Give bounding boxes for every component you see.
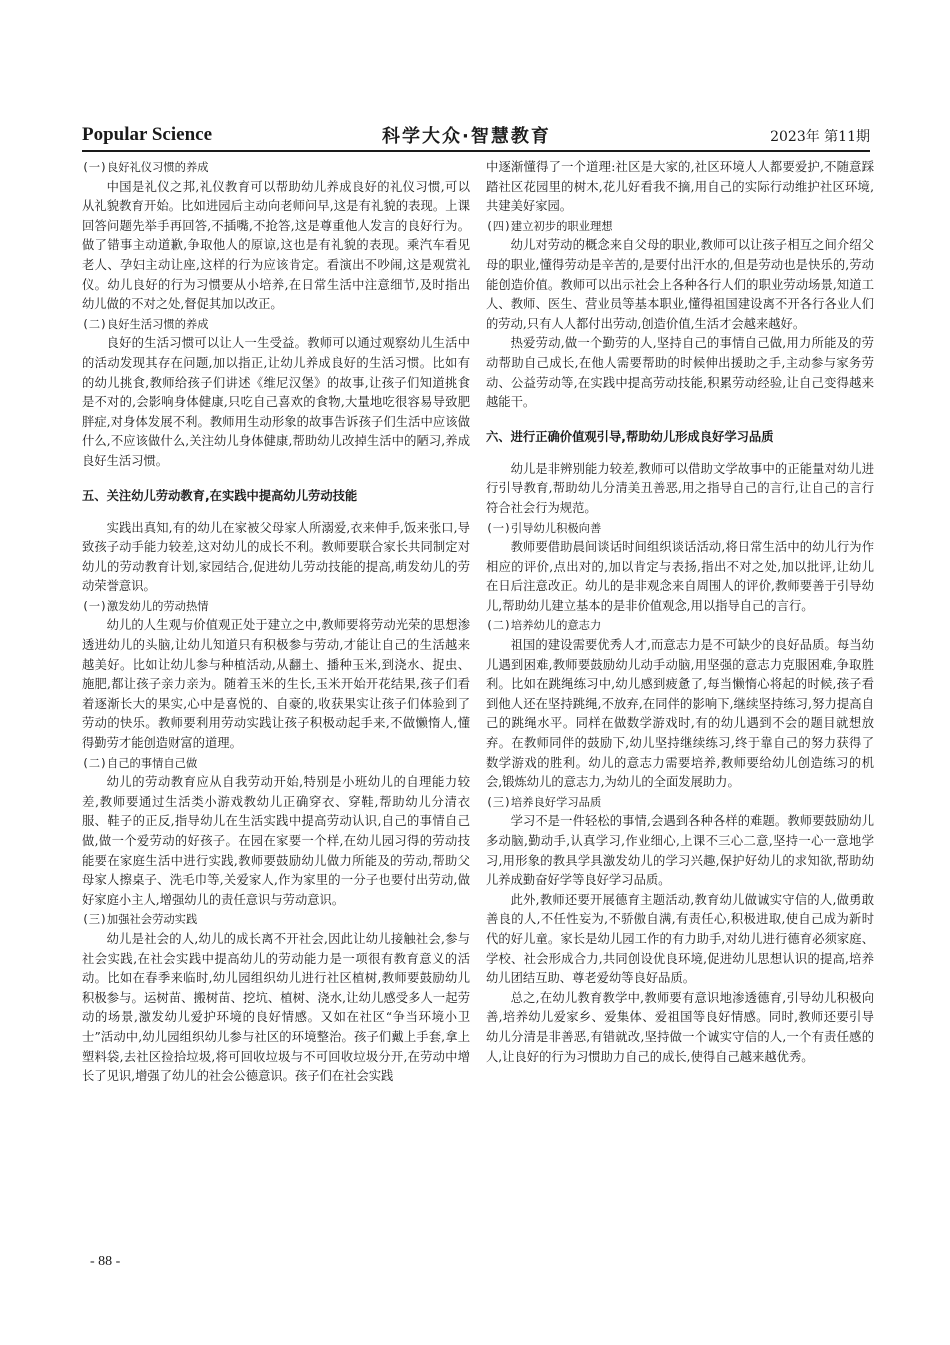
paragraph: 幼儿的劳动教育应从自我劳动开始,特别是小班幼儿的自理能力较差,教师要通过生活类小游戏教幼儿正确穿衣、穿鞋,帮助幼儿分清衣服、鞋子的正反,指导幼儿在生活实践中提高劳动认识,自己的事情自己做,做一个爱劳动的好孩子。在园在家要一个样,在幼儿园习得的劳动技能要在家庭生活中进行实践,教师要鼓励幼儿做力所能及的劳动,帮助父母家人擦桌子、洗毛巾等,关爱家人,作为家里的一分子也要付出劳动,做好家庭小主人,增强幼儿的责任意识与劳动意识。 — [82, 775, 470, 907]
paragraph: 实践出真知,有的幼儿在家被父母家人所溺爱,衣来伸手,饭来张口,导致孩子动手能力较差,这对幼儿的成长不利。教师要联合家长共同制定对幼儿的劳动教育计划,家园结合,促进幼儿劳动技能的提高,萌发幼儿的劳动荣誉意识。 — [82, 520, 470, 594]
subsection-heading: (一)良好礼仪习惯的养成 — [82, 161, 209, 174]
subsection-heading: (三)加强社会劳动实践 — [82, 913, 198, 927]
subsection-heading: (三)培养良好学习品质 — [486, 795, 602, 809]
subsection-heading: (四)建立初步的职业理想 — [486, 219, 613, 233]
paragraph: 热爱劳动,做一个勤劳的人,坚持自己的事情自己做,用力所能及的劳动帮助自己成长,在他人需要帮助的时候伸出援助之手,主动参与家务劳动、公益劳动等,在实践中提高劳动技能,积累劳动经验,让自己变得越来越能干。 — [486, 336, 874, 410]
subsection-heading: (二)培养幼儿的意志力 — [486, 619, 602, 633]
paragraph: 幼儿是社会的人,幼儿的成长离不开社会,因此让幼儿接触社会,参与社会实践,在社会实践中提高幼儿的劳动能力是一项很有教育意义的活动。比如在春季来临时,幼儿园组织幼儿进行社区植树,教师要鼓励幼儿积极参与。运树苗、搬树苗、挖坑、植树、浇水,让幼儿感受多人一起劳动的场景,激发幼儿爱护环境的良好情感。又如在社区“争当环境小卫士”活动中,幼儿园组织幼儿参与社区的环境整治。孩子们戴上手套,拿上塑料袋,去社区捡拾垃圾,将可回收垃圾与不可回收垃圾分开,在劳动中增长了见识,增强了幼儿的社会公德意识。孩子们在社会实践 — [82, 931, 470, 1084]
section-heading: 五、关注幼儿劳动教育,在实践中提高幼儿劳动技能 — [82, 488, 358, 503]
paragraph: 良好的生活习惯可以让人一生受益。教师可以通过观察幼儿生活中的活动发现其存在问题,加以指正,让幼儿养成良好的生活习惯。比如有的幼儿挑食,教师给孩子们讲述《维尼汉堡》的故事,让孩子们知道挑食是不对的,会影响身体健康,只吃自己喜欢的食物,大量地吃很容易导致肥胖症,对身体发展不利。教师用生动形象的故事告诉孩子们生活中应该做什么,不应该做什么,关注幼儿身体健康,帮助幼儿改掉生活中的陋习,养成良好生活习惯。 — [82, 336, 470, 468]
subsection-heading: (一)引导幼儿积极向善 — [486, 521, 602, 535]
right-column — [486, 158, 874, 1242]
left-column — [82, 158, 470, 1250]
paragraph: 此外,教师还要开展德育主题活动,教育幼儿做诚实守信的人,做勇敢善良的人,不任性妄为,不骄傲自满,有责任心,积极进取,使自己成为新时代的好儿童。家长是幼儿园工作的有力助手,对幼儿进行德育必须家庭、学校、社会形成合力,共同创设优良环境,促进幼儿思想认识的提高,培养幼儿团结互助、尊老爱幼等良好品质。 — [486, 892, 874, 986]
subsection-heading: (一)激发幼儿的劳动热情 — [82, 599, 209, 613]
section-heading: 六、进行正确价值观引导,帮助幼儿形成良好学习品质 — [486, 429, 774, 444]
paragraph: 祖国的建设需要优秀人才,而意志力是不可缺少的良好品质。每当幼儿遇到困难,教师要鼓励幼儿动手动脑,用坚强的意志力克服困难,争取胜利。比如在跳绳练习中,幼儿感到疲惫了,每当懒惰心将起的时候,孩子看到他人还在坚持跳绳,不放弃,在同伴的影响下,继续坚持练习,努力提高自己的跳绳水平。同样在做数学游戏时,有的幼儿遇到不会的题目就想放弃。在教师同伴的鼓励下,幼儿坚持继续练习,终于靠自己的努力获得了数学游戏的胜利。幼儿的意志力需要培养,教师要给幼儿创造练习的机会,锻炼幼儿的意志力,为幼儿的全面发展助力。 — [486, 638, 874, 790]
paragraph: 幼儿对劳动的概念来自父母的职业,教师可以让孩子相互之间介绍父母的职业,懂得劳动是辛苦的,是要付出汗水的,但是劳动也是快乐的,劳动能创造价值。教师可以出示社会上各种各行人们的职业劳动场景,知道工人、教师、医生、营业员等基本职业,懂得祖国建设离不开各行各业人们的劳动,只有人人都付出劳动,创造价值,生活才会越来越好。 — [486, 238, 874, 331]
journal-name-cn: 科学大众·智慧教育 — [382, 126, 551, 147]
paragraph: 幼儿的人生观与价值观正处于建立之中,教师要将劳动光荣的思想渗透进幼儿的头脑,让幼儿知道只有积极参与劳动,才能让自己的生活越来越美好。比如让幼儿参与种植活动,从翻土、播种玉米,到浇水、捉虫、施肥,都让孩子亲力亲为。随着玉米的生长,玉米开始开花结果,孩子们看着逐渐长大的果实,心中是喜悦的、自豪的,收获果实让孩子们体验到了劳动的快乐。教师要利用劳动实践让孩子积极动起手来,不做懒惰人,懂得勤劳才能创造财富的道理。 — [82, 618, 470, 751]
paragraph: 中国是礼仪之邦,礼仪教育可以帮助幼儿养成良好的礼仪习惯,可以从礼貌教育开始。比如进园后主动向老师问早,这是有礼貌的表现。上课回答问题先举手再回答,不插嘴,不抢答,这是尊重他人发言的良好行为。做了错事主动道歉,争取他人的原谅,这也是有礼貌的表现。乘汽车看见老人、孕妇主动让座,这样的行为应该肯定。看演出不吵闹,这是观赏礼仪。幼儿良好的行为习惯要从小培养,在日常生活中注意细节,及时指出幼儿做的不对之处,督促其加以改正。 — [82, 179, 470, 312]
issue-label: 2023年 第11期 — [770, 129, 870, 145]
paragraph: 教师要借助晨间谈话时间组织谈话活动,将日常生活中的幼儿行为作相应的评价,点出对的,加以肯定与表扬,指出不对之处,加以批评,让幼儿在日后注意改正。幼儿的是非观念来自周围人的评价,教师要善于引导幼儿,帮助幼儿建立基本的是非价值观念,用以指导自己的言行。 — [486, 540, 874, 613]
paragraph: 总之,在幼儿教育教学中,教师要有意识地渗透德育,引导幼儿积极向善,培养幼儿爱家乡、爱集体、爱祖国等良好情感。同时,教师还要引导幼儿分清是非善恶,有错就改,坚持做一个诚实守信的人,一个有责任感的人,让良好的行为习惯助力自己的成长,使得自己越来越优秀。 — [486, 990, 874, 1064]
journal-name-en: Popular Science — [82, 124, 213, 145]
subsection-heading: (二)良好生活习惯的养成 — [82, 317, 209, 331]
page-number: - 88 - — [90, 1254, 121, 1269]
paragraph: 幼儿是非辨别能力较差,教师可以借助文学故事中的正能量对幼儿进行引导教育,帮助幼儿分清美丑善恶,用之指导自己的言行,让自己的言行符合社会行为规范。 — [486, 461, 874, 515]
paragraph: 学习不是一件轻松的事情,会遇到各种各样的难题。教师要鼓励幼儿多动脑,勤动手,认真学习,作业细心,上课不三心二意,坚持一心一意地学习,用形象的教具学具激发幼儿的学习兴趣,保护好幼儿的求知欲,帮助幼儿养成勤奋好学等良好学习品质。 — [486, 814, 874, 888]
header-rule — [82, 150, 870, 152]
running-header — [82, 120, 870, 154]
paragraph: 中逐渐懂得了一个道理:社区是大家的,社区环境人人都要爱护,不随意踩踏社区花园里的树木,花儿好看我不摘,用自己的实际行动维护社区环境,共建美好家园。 — [486, 160, 874, 214]
subsection-heading: (二)自己的事情自己做 — [82, 756, 198, 770]
